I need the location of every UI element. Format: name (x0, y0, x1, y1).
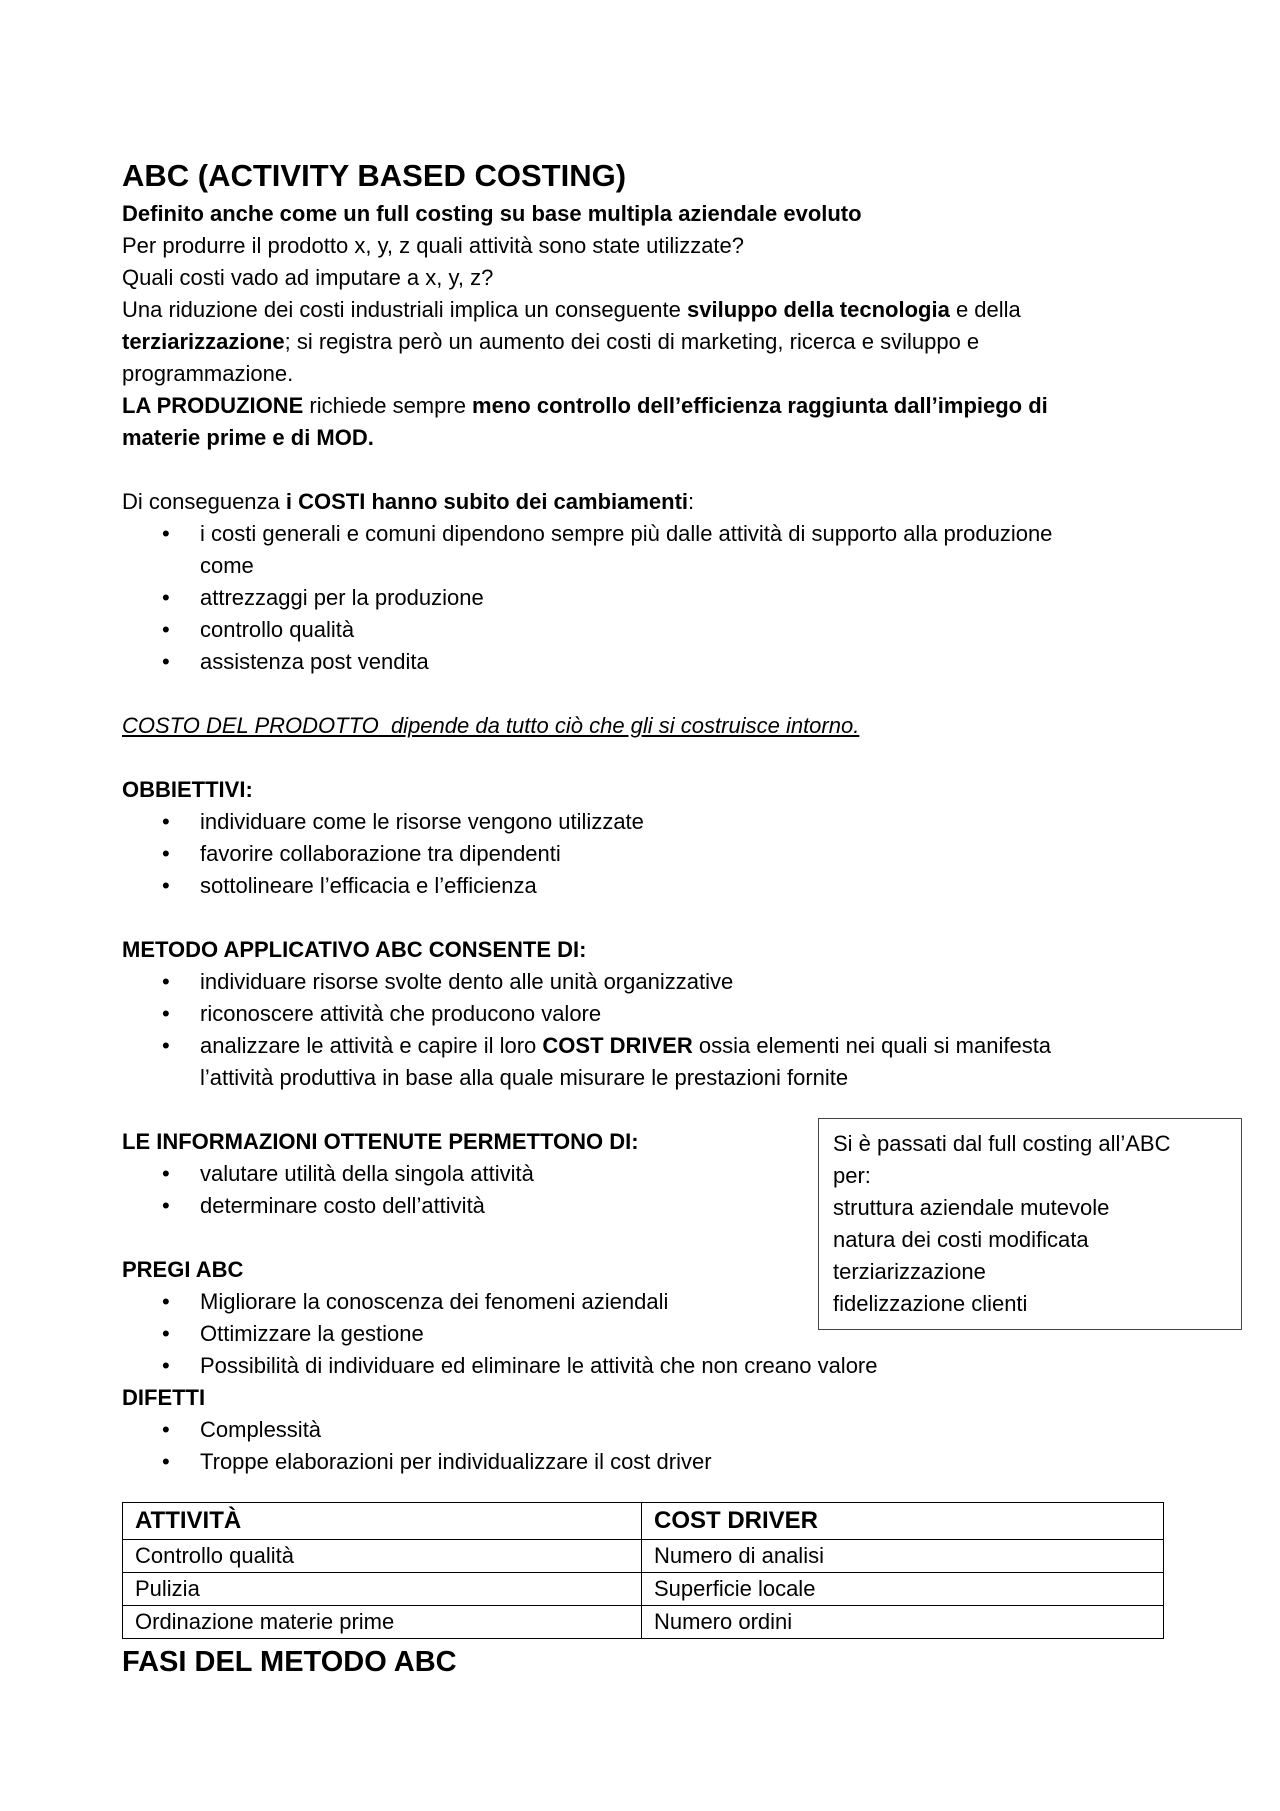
changes-lead: Di conseguenza i COSTI hanno subito dei cambiamenti: (122, 489, 695, 514)
note-box (818, 1118, 1242, 1330)
table-row (123, 1573, 1164, 1606)
pros-heading: PREGI ABC (122, 1257, 244, 1282)
list-item: • individuare risorse svolte dento alle unità organizzative (122, 966, 1182, 998)
table-cell: Superficie locale (642, 1573, 1164, 1606)
table-row (123, 1606, 1164, 1639)
note-line: per: (833, 1163, 871, 1188)
question-2: Quali costi vado ad imputare a x, y, z? (122, 265, 494, 290)
section-heading-phases: FASI DEL METODO ABC (122, 1646, 457, 1678)
list-item: • Possibilità di individuare ed eliminare le attività che non creano valore (122, 1350, 1182, 1382)
note-line: Si è passati dal full costing all’ABC (833, 1131, 1171, 1156)
list-item: • controllo qualità (122, 614, 1182, 646)
note-line: natura dei costi modificata (833, 1227, 1089, 1252)
list-item: • riconoscere attività che producono valore (122, 998, 1182, 1030)
list-item: • Complessità (122, 1414, 1182, 1446)
paragraph-production: LA PRODUZIONE richiede sempre meno controllo dell’efficienza raggiunta dall’impiego di materie prime e di MOD. (122, 393, 1048, 450)
table-cell: Numero ordini (642, 1606, 1164, 1639)
list-item: • individuare come le risorse vengono utilizzate (122, 806, 1182, 838)
list-item: • valutare utilità della singola attività (122, 1158, 1182, 1190)
note-line: struttura aziendale mutevole (833, 1195, 1110, 1220)
product-cost-statement: COSTO DEL PRODOTTO dipende da tutto ciò che gli si costruisce intorno. (122, 713, 860, 738)
changes-list (122, 518, 1182, 678)
table-header-row (123, 1503, 1164, 1540)
column-header-cost-driver: COST DRIVER (642, 1503, 1164, 1540)
list-item: • Ottimizzare la gestione (122, 1318, 1182, 1350)
list-item: • Migliorare la conoscenza dei fenomeni aziendali (122, 1286, 1182, 1318)
table-cell: Pulizia (123, 1573, 642, 1606)
list-item: • Troppe elaborazioni per individualizzare il cost driver (122, 1446, 1182, 1478)
list-item: • sottolineare l’efficacia e l’efficienza (122, 870, 1182, 902)
page-title: ABC (ACTIVITY BASED COSTING) (122, 158, 627, 193)
table-cell: Ordinazione materie prime (123, 1606, 642, 1639)
list-item: • i costi generali e comuni dipendono sempre più dalle attività di supporto alla produzione come (122, 518, 1182, 582)
cons-heading: DIFETTI (122, 1385, 206, 1410)
table-cell: Numero di analisi (642, 1540, 1164, 1573)
table-row (123, 1540, 1164, 1573)
method-heading: METODO APPLICATIVO ABC CONSENTE DI: (122, 937, 587, 962)
question-1: Per produrre il prodotto x, y, z quali attività sono state utilizzate? (122, 233, 745, 258)
activity-cost-driver-table (122, 1502, 1164, 1639)
paragraph-cost-reduction: Una riduzione dei costi industriali implica un conseguente sviluppo della tecnologia e della terziarizzazione; si registra però un aumento dei costi di marketing, ricerca e sviluppo e programmazione. (122, 297, 1021, 386)
objectives-heading: OBBIETTIVI: (122, 777, 253, 802)
subtitle: Definito anche come un full costing su base multipla aziendale evoluto (122, 201, 862, 226)
column-header-activity: ATTIVITÀ (123, 1503, 642, 1540)
list-item: • attrezzaggi per la produzione (122, 582, 1182, 614)
info-heading: LE INFORMAZIONI OTTENUTE PERMETTONO DI: (122, 1129, 639, 1154)
list-item: • analizzare le attività e capire il loro COST DRIVER ossia elementi nei quali si manifesta l’attività produttiva in base alla quale misurare le prestazioni fornite (122, 1030, 1182, 1094)
objectives-list (122, 806, 1182, 902)
list-item: • assistenza post vendita (122, 646, 1182, 678)
method-list (122, 966, 1182, 1094)
list-item: • determinare costo dell’attività (122, 1190, 1182, 1222)
note-line: fidelizzazione clienti (833, 1291, 1028, 1316)
note-line: terziarizzazione (833, 1259, 986, 1284)
cons-list (122, 1414, 1182, 1478)
list-item: • favorire collaborazione tra dipendenti (122, 838, 1182, 870)
table-cell: Controllo qualità (123, 1540, 642, 1573)
